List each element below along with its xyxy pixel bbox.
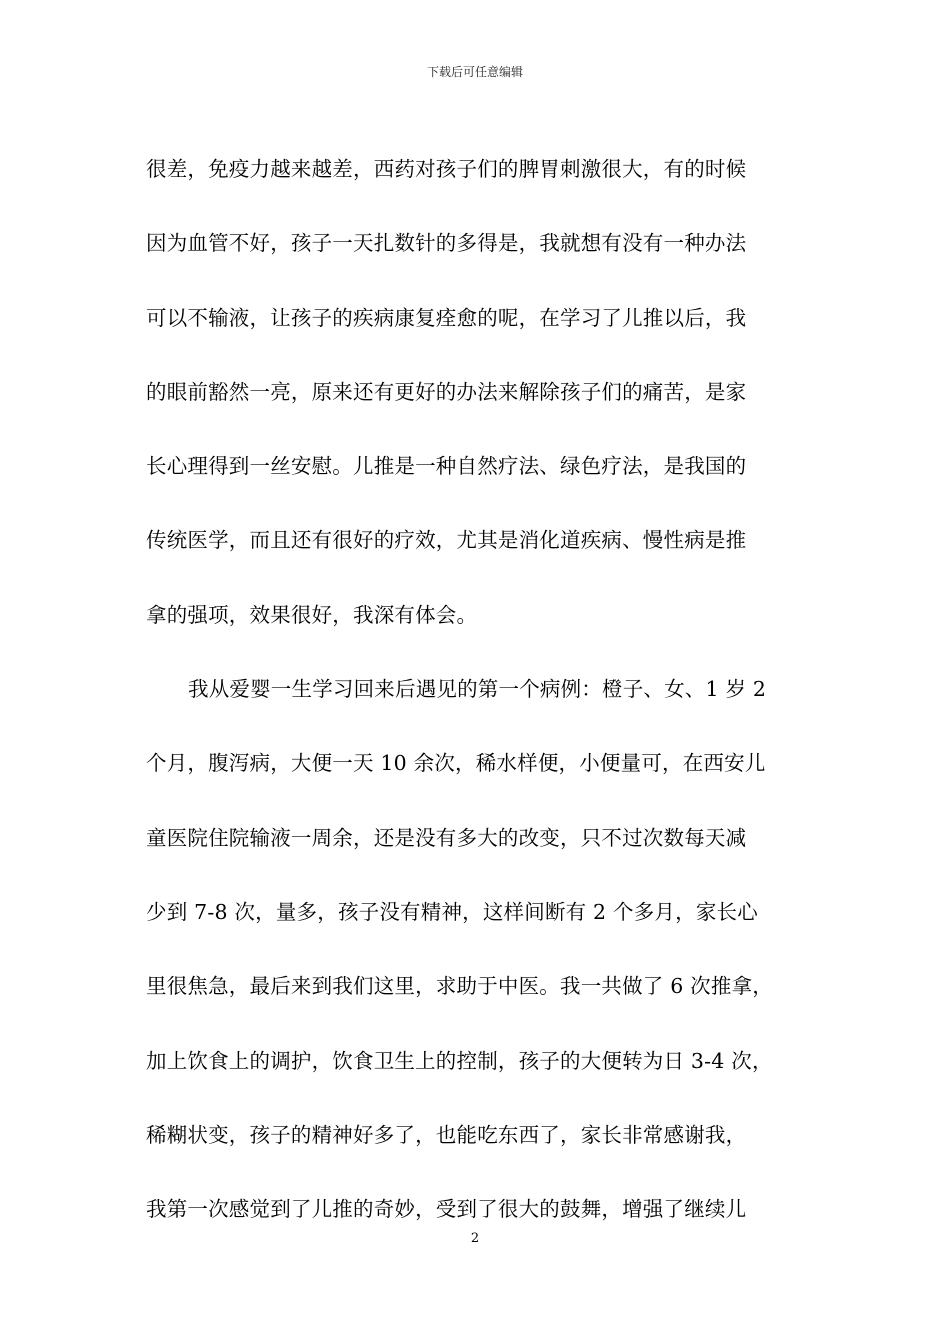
paragraph-line: 很差，免疫力越来越差，西药对孩子们的脾胃刺激很大，有的时候 <box>146 157 747 181</box>
paragraph-line: 加上饮食上的调护，饮食卫生上的控制，孩子的大便转为日 3-4 次， <box>146 1048 773 1073</box>
page-header: 下载后可任意编辑 <box>426 65 523 79</box>
paragraph-line: 拿的强项，效果很好，我深有体会。 <box>146 602 478 627</box>
paragraph-line: 我第一次感觉到了儿推的奇妙，受到了很大的鼓舞，增强了继续儿 <box>146 1197 747 1222</box>
page-number: 2 <box>470 1231 480 1246</box>
paragraph-line: 童医院住院输液一周余，还是没有多大的改变，只不过次数每天减 <box>146 825 747 850</box>
paragraph-first-line: 我从爱婴一生学习回来后遇见的第一个病例：橙子、女、1 岁 2 <box>188 677 767 702</box>
paragraph-line: 稀糊状变，孩子的精神好多了，也能吃东西了，家长非常感谢我， <box>146 1122 747 1147</box>
document-body <box>146 132 806 1246</box>
paragraph-1 <box>146 132 806 652</box>
paragraph-2 <box>146 652 806 1246</box>
paragraph-line: 少到 7-8 次，量多，孩子没有精神，这样间断有 2 个多月，家长心 <box>146 899 758 924</box>
paragraph-line: 的眼前豁然一亮，原来还有更好的办法来解除孩子们的痛苦，是家 <box>146 379 747 404</box>
paragraph-line: 个月，腹泻病，大便一天 10 余次，稀水样便，小便量可，在西安儿 <box>146 751 766 776</box>
paragraph-line: 因为血管不好，孩子一天扎数针的多得是，我就想有没有一种办法 <box>146 231 747 256</box>
paragraph-line: 里很焦急，最后来到我们这里，求助于中医。我一共做了 6 次推拿， <box>146 974 773 999</box>
paragraph-line: 传统医学，而且还有很好的疗效，尤其是消化道疾病、慢性病是推 <box>146 528 747 553</box>
paragraph-line: 可以不输液，让孩子的疾病康复痊愈的呢，在学习了儿推以后，我 <box>146 305 747 330</box>
paragraph-line: 长心理得到一丝安慰。儿推是一种自然疗法、绿色疗法，是我国的 <box>146 454 747 479</box>
